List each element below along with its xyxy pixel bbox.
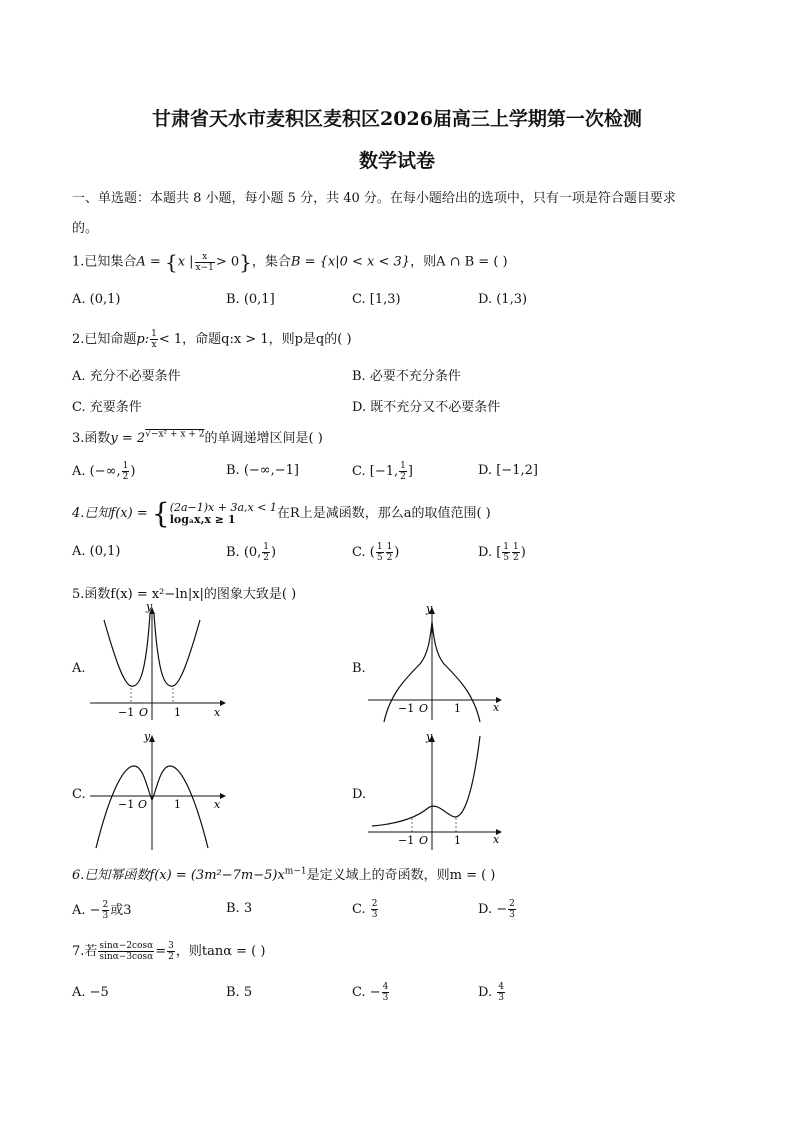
q4-optD-num2: 1 (513, 542, 519, 552)
q4-optB-text: B. (0, (226, 545, 262, 560)
q7-optC-den: 3 (382, 993, 389, 1003)
q1-brace-close: } (239, 250, 252, 274)
q6-optD-num: 2 (509, 899, 515, 909)
y-label: y (426, 730, 433, 743)
q4-prefix: 4.已知f(x) = (72, 506, 152, 521)
q4-optC-num1: 1 (376, 542, 383, 552)
q2-frac-num: 1 (151, 329, 157, 339)
pos1-label: 1 (174, 798, 181, 811)
section-instructions-2: 的。 (72, 221, 99, 236)
q5-graph-d[interactable] (366, 730, 506, 852)
q7-frac-den: sinα−3cosα (99, 952, 154, 962)
q1-seta-var: x | (177, 254, 194, 270)
q4-optB-num: 1 (263, 542, 270, 552)
neg1-label: −1 (398, 834, 415, 847)
q1-frac-num: x (195, 252, 215, 263)
q5-graph-b[interactable] (366, 602, 506, 724)
q2-option-a[interactable]: A. 充分不必要条件 (72, 369, 181, 384)
q4-pieces (170, 502, 277, 526)
q2-p: p: (136, 332, 150, 347)
q6-optA-frac (102, 900, 110, 921)
q1-seta-left: A = (136, 254, 165, 270)
q3-suffix: 的单调递增区间是( ) (204, 431, 323, 446)
q3-option-d[interactable]: D. [−1,2] (478, 463, 538, 478)
q7-option-b[interactable]: B. 5 (226, 985, 253, 1000)
question-6 (72, 864, 495, 883)
q4-optD-text: D. [ (478, 545, 502, 560)
x-label: x (214, 706, 221, 719)
q7-optD-text: D. (478, 985, 497, 1000)
q1-mid: ，集合 (251, 254, 291, 270)
q4-optD-den2: 2 (513, 553, 519, 563)
x-axis-arrow (220, 700, 226, 706)
q3-optA-end: ) (130, 464, 136, 479)
q3-optC-den: 2 (400, 472, 406, 482)
question-3 (72, 427, 323, 446)
q4-option-c[interactable] (352, 542, 399, 563)
q3-optC-text: C. [−1, (352, 464, 399, 479)
origin-label: O (138, 798, 148, 811)
question-5: 5.函数f(x) = x²−ln|x|的图象大致是( ) (72, 587, 297, 602)
q6-optD-text: D. − (478, 902, 508, 917)
q6-optC-text: C. (352, 902, 370, 917)
q1-frac-den: x−1 (195, 262, 214, 273)
q4-brace: { (151, 497, 170, 530)
q7-prefix: 7.若 (72, 944, 98, 959)
q7-optC-text: C. − (352, 985, 381, 1000)
q4-optB-den: 2 (263, 553, 270, 563)
exam-title: 甘肃省天水市麦积区麦积区2026届高三上学期第一次检测 (152, 108, 642, 130)
q5-graph-c[interactable] (88, 730, 228, 852)
q7-ratio-den: 2 (168, 952, 174, 962)
y-label: y (426, 602, 433, 615)
q4-option-b[interactable] (226, 542, 276, 563)
x-label: x (214, 798, 221, 811)
q5-label-d[interactable]: D. (352, 787, 367, 802)
q5-label-b[interactable]: B. (352, 661, 366, 676)
q2-mid: < 1，命题q:x > 1，则p是q的( ) (158, 332, 352, 347)
x-label: x (493, 833, 500, 846)
q4-option-a[interactable]: A. (0,1) (72, 544, 121, 559)
q1-fraction (195, 252, 215, 273)
q3-optC-num: 1 (400, 461, 406, 471)
q4-optD-den1: 5 (503, 553, 510, 563)
q6-prefix: 6.已知幂函数f(x) = (3m²−7m−5)x (72, 868, 285, 883)
origin-label: O (419, 702, 429, 715)
q7-option-c[interactable] (352, 982, 390, 1003)
q3-optC-frac (399, 461, 407, 482)
x-axis-arrow (220, 793, 226, 799)
q3-option-b[interactable]: B. (−∞,−1] (226, 463, 299, 478)
q3-option-a[interactable] (72, 461, 135, 482)
q6-option-a[interactable] (72, 899, 132, 921)
q7-frac-num: sinα−2cosα (99, 941, 154, 951)
question-7 (72, 940, 265, 962)
question-1 (72, 250, 508, 274)
q4-optC-text: C. ( (352, 545, 375, 560)
q3-optA-text: A. (−∞, (72, 464, 121, 479)
q4-suffix: 在R上是减函数，那么a的取值范围( ) (276, 506, 491, 521)
q1-option-a[interactable]: A. (0,1) (72, 292, 121, 307)
q4-optD-num1: 1 (503, 542, 510, 552)
q4-optC-den2: 2 (386, 553, 393, 563)
pos1-label: 1 (174, 706, 181, 719)
q4-optB-end: ) (271, 545, 277, 560)
exam-subtitle: 数学试卷 (358, 150, 435, 172)
q2-frac-den: x (151, 340, 157, 350)
q2-option-d[interactable]: D. 既不充分又不必要条件 (352, 400, 501, 415)
q4-optC-frac2 (386, 542, 394, 563)
q6-option-b[interactable]: B. 3 (226, 901, 253, 916)
q6-optC-num: 2 (371, 899, 378, 909)
q4-optC-end: ) (394, 545, 400, 560)
q7-ratio (167, 941, 175, 962)
q3-expr: y = 2 (110, 431, 146, 446)
x-label: x (493, 701, 500, 714)
q4-optD-end: ) (520, 545, 526, 560)
q2-prefix: 2.已知命题 (72, 332, 137, 347)
q4-piece-2: logₐx,x ≥ 1 (169, 512, 236, 526)
q2-fraction (150, 329, 158, 350)
q6-exponent: m−1 (284, 866, 307, 877)
question-2 (72, 328, 352, 350)
q2-option-c[interactable]: C. 充要条件 (72, 400, 142, 415)
q6-suffix: 是定义域上的奇函数，则m = ( ) (306, 868, 496, 883)
q1-suffix: ，则A ∩ B = ( ) (410, 254, 508, 270)
q3-option-c[interactable] (352, 461, 413, 482)
q3-optA-den: 2 (122, 472, 129, 482)
q1-prefix: 1.已知集合 (72, 254, 137, 270)
q7-fraction (98, 941, 154, 962)
q5-graph-a[interactable] (88, 602, 228, 724)
q4-optC-den1: 5 (376, 553, 383, 563)
q7-option-d[interactable] (478, 982, 506, 1003)
q4-optD-frac2 (512, 542, 520, 563)
q3-optA-frac (122, 461, 130, 482)
q6-optA-den: 3 (102, 911, 109, 921)
origin-label: O (139, 706, 149, 719)
y-label: y (146, 602, 153, 613)
neg1-label: −1 (118, 706, 135, 719)
q2-option-b[interactable]: B. 必要不充分条件 (352, 369, 461, 384)
q1-option-b[interactable]: B. (0,1] (226, 292, 275, 307)
q6-option-c[interactable] (352, 899, 379, 920)
pos1-label: 1 (454, 834, 461, 847)
pos1-label: 1 (454, 702, 461, 715)
curve (372, 736, 480, 826)
q6-option-d[interactable] (478, 899, 517, 920)
q7-optD-num: 4 (498, 982, 504, 992)
q6-optD-frac (508, 899, 516, 920)
q3-prefix: 3.函数 (72, 431, 111, 446)
q7-optC-num: 4 (382, 982, 389, 992)
q3-optA-num: 1 (122, 461, 129, 471)
q6-optA-text: A. − (72, 903, 101, 918)
q6-optD-den: 3 (509, 910, 515, 920)
q4-piece-1: (2a−1)x + 3a,x < 1 (169, 500, 277, 514)
q7-optC-frac (382, 982, 390, 1003)
q6-optC-den: 3 (371, 910, 378, 920)
q6-optA-end: 或3 (110, 903, 132, 918)
q1-brace-open: { (164, 250, 178, 274)
q5-label-c[interactable]: C. (72, 787, 86, 802)
q5-label-a[interactable]: A. (72, 661, 86, 676)
q4-optB-frac (262, 542, 270, 563)
q1-seta-right: > 0 (215, 254, 240, 270)
q1-option-d[interactable]: D. (1,3) (478, 292, 528, 307)
origin-label: O (419, 834, 429, 847)
q3-exponent: √−x² + x + 2 (145, 429, 205, 440)
question-4 (72, 497, 491, 530)
q4-optD-frac1 (502, 542, 510, 563)
q4-option-d[interactable] (478, 542, 526, 563)
q1-setb: B = {x|0 < x < 3} (290, 254, 411, 270)
q7-eq: = (155, 944, 167, 959)
q7-option-a[interactable]: A. −5 (72, 985, 109, 1000)
q3-optC-end: ] (407, 464, 413, 479)
q7-optD-den: 3 (498, 993, 504, 1003)
y-label: y (144, 730, 151, 743)
q4-optC-num2: 1 (386, 542, 393, 552)
neg1-label: −1 (398, 702, 415, 715)
q7-optD-frac (497, 982, 505, 1003)
q1-option-c[interactable]: C. [1,3) (352, 292, 401, 307)
neg1-label: −1 (118, 798, 135, 811)
q4-optC-frac1 (376, 542, 384, 563)
q7-suffix: ，则tanα = ( ) (175, 944, 266, 959)
q6-optA-num: 2 (102, 900, 109, 910)
section-instructions-1: 一、单选题：本题共 8 小题，每小题 5 分，共 40 分。在每小题给出的选项中，只有一项是符合题目要求 (72, 191, 676, 206)
q7-ratio-num: 3 (168, 941, 174, 951)
q6-optC-frac (371, 899, 379, 920)
